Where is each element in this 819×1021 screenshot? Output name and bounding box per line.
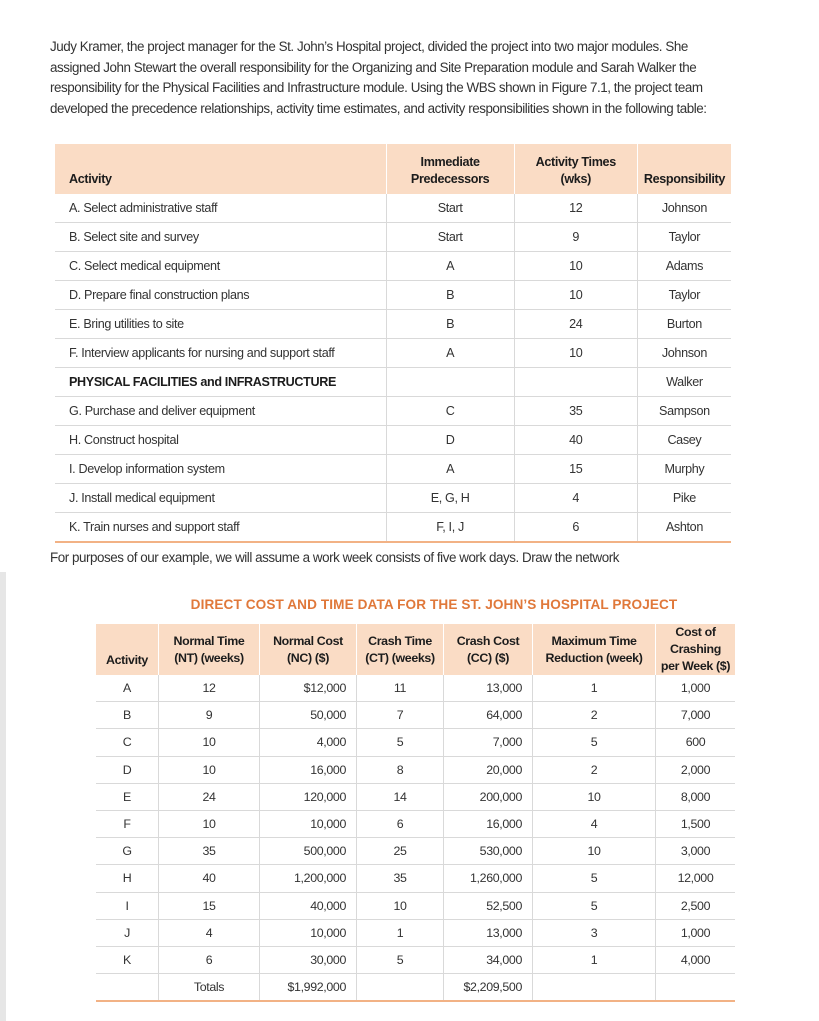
cost-cell-max: 10	[533, 838, 656, 865]
cost-cell-cc: 34,000	[444, 946, 533, 973]
activity-row	[55, 281, 731, 310]
activity-name: F. Interview applicants for nursing and support staff	[55, 339, 386, 368]
activity-row	[55, 455, 731, 484]
activity-responsibility: Adams	[637, 252, 731, 281]
left-edge-strip	[0, 572, 6, 1021]
totals-row	[96, 974, 735, 1002]
cost-cell-cost: 600	[656, 729, 736, 756]
cost-cell-nc: 4,000	[260, 729, 357, 756]
activity-name: C. Select medical equipment	[55, 252, 386, 281]
cost-cell-max: 5	[533, 729, 656, 756]
activity-name: K. Train nurses and support staff	[55, 513, 386, 543]
activity-predecessors: B	[386, 310, 514, 339]
cost-cell-nc: 50,000	[260, 702, 357, 729]
cost-cell-ct: 1	[357, 919, 444, 946]
cost-cell-activity: J	[96, 919, 159, 946]
cost-cell-activity: F	[96, 810, 159, 837]
activity-responsibility: Murphy	[637, 455, 731, 484]
activity-responsibility: Casey	[637, 426, 731, 455]
activity-row	[55, 426, 731, 455]
cost-header-line1: Normal Time	[173, 633, 245, 648]
cost-header-line1: Cost of Crashing	[670, 625, 721, 656]
cost-cell-nt: 9	[159, 702, 260, 729]
cost-cell-max: 2	[533, 756, 656, 783]
cost-cell-nt: 12	[159, 675, 260, 702]
activity-predecessors: A	[386, 455, 514, 484]
header-predecessors-line2: Predecessors	[410, 172, 490, 186]
cost-cell-cc: 7,000	[444, 729, 533, 756]
cost-header-cell	[159, 624, 260, 675]
cost-cell-cost: 1,000	[656, 919, 736, 946]
activity-predecessors: D	[386, 426, 514, 455]
cost-cell-ct: 10	[357, 892, 444, 919]
cost-header-line2: (CT) (weeks)	[365, 650, 435, 665]
cost-header-line1: Crash Cost	[456, 633, 520, 648]
cost-cell-nc: 40,000	[260, 892, 357, 919]
cost-cell-cc: 20,000	[444, 756, 533, 783]
activity-table-header	[55, 144, 731, 194]
cost-header-line2: Activity	[106, 653, 148, 667]
cost-cell-nt: 6	[159, 946, 260, 973]
activity-row	[55, 513, 731, 543]
activity-name: J. Install medical equipment	[55, 484, 386, 513]
cost-row	[96, 810, 735, 837]
cost-cell-cc: 64,000	[444, 702, 533, 729]
cost-row	[96, 702, 735, 729]
totals-empty-cell	[357, 974, 444, 1002]
cost-cell-nt: 15	[159, 892, 260, 919]
header-predecessors-line1: Immediate	[420, 155, 480, 169]
cost-cell-cc: 530,000	[444, 838, 533, 865]
cost-cell-cost: 4,000	[656, 946, 736, 973]
activity-time: 10	[514, 252, 637, 281]
header-predecessors	[386, 144, 514, 194]
cost-cell-max: 1	[533, 946, 656, 973]
cost-header-line2: (CC) ($)	[467, 650, 509, 665]
cost-cell-nt: 10	[159, 756, 260, 783]
cost-cell-nc: $12,000	[260, 675, 357, 702]
cost-header-cell	[260, 624, 357, 675]
activity-row	[55, 368, 731, 397]
cost-cell-nt: 10	[159, 810, 260, 837]
cost-row	[96, 729, 735, 756]
cost-row	[96, 756, 735, 783]
activity-name: D. Prepare final construction plans	[55, 281, 386, 310]
cost-cell-nc: 120,000	[260, 783, 357, 810]
activity-name: H. Construct hospital	[55, 426, 386, 455]
activity-responsibility: Walker	[637, 368, 731, 397]
cost-cell-nc: 10,000	[260, 810, 357, 837]
note-text: For purposes of our example, we will assume a work week consists of five work days. Draw the network	[50, 550, 619, 565]
activity-responsibility: Johnson	[637, 194, 731, 223]
cost-cell-max: 4	[533, 810, 656, 837]
cost-header-cell	[656, 624, 736, 675]
cost-cell-cost: 1,000	[656, 675, 736, 702]
cost-cell-ct: 7	[357, 702, 444, 729]
cost-table	[96, 624, 735, 1002]
activity-time: 12	[514, 194, 637, 223]
cost-row	[96, 675, 735, 702]
cost-header-cell	[96, 624, 159, 675]
cost-cell-nt: 10	[159, 729, 260, 756]
cost-cell-cc: 1,260,000	[444, 865, 533, 892]
activity-predecessors	[386, 368, 514, 397]
totals-empty-cell	[533, 974, 656, 1002]
cost-cell-activity: G	[96, 838, 159, 865]
activity-predecessors: F, I, J	[386, 513, 514, 543]
cost-header-line2: per Week ($)	[660, 659, 731, 673]
cost-cell-ct: 8	[357, 756, 444, 783]
cost-cell-ct: 14	[357, 783, 444, 810]
activity-responsibility: Johnson	[637, 339, 731, 368]
cost-row	[96, 919, 735, 946]
cost-table-body	[96, 675, 735, 1001]
activity-predecessors: C	[386, 397, 514, 426]
cost-cell-nt: 4	[159, 919, 260, 946]
activity-row	[55, 339, 731, 368]
totals-empty-cell	[96, 974, 159, 1002]
cost-cell-cc: 13,000	[444, 675, 533, 702]
cost-cell-cost: 2,500	[656, 892, 736, 919]
cost-row	[96, 946, 735, 973]
cost-cell-max: 2	[533, 702, 656, 729]
activity-time: 6	[514, 513, 637, 543]
cost-cell-nc: 10,000	[260, 919, 357, 946]
header-times-line1: Activity Times	[535, 155, 616, 169]
activity-row	[55, 310, 731, 339]
activity-responsibility: Ashton	[637, 513, 731, 543]
cost-cell-activity: H	[96, 865, 159, 892]
activity-predecessors: B	[386, 281, 514, 310]
cost-header-cell	[444, 624, 533, 675]
cost-cell-ct: 6	[357, 810, 444, 837]
intro-paragraph: Judy Kramer, the project manager for the St. John’s Hospital project, divided the project into two major modules. She assigned John Stewart the overall responsibility for the Organizing and Site Preparation module and Sarah Walker the responsibility for the Physical Facilities and Infrastructure module. Using the WBS shown in Figure 7.1, the project team developed the precedence relationships, activity time estimates, and activity responsibilities shown in the following table:	[50, 39, 707, 116]
cost-cell-max: 3	[533, 919, 656, 946]
activity-time: 10	[514, 281, 637, 310]
cost-cell-cost: 3,000	[656, 838, 736, 865]
header-activity-times	[514, 144, 637, 194]
activity-table	[55, 144, 731, 543]
activity-time: 24	[514, 310, 637, 339]
cost-cell-cost: 12,000	[656, 865, 736, 892]
activity-time: 40	[514, 426, 637, 455]
cost-cell-max: 5	[533, 865, 656, 892]
cost-cell-activity: I	[96, 892, 159, 919]
totals-empty-cell	[656, 974, 736, 1002]
cost-cell-ct: 35	[357, 865, 444, 892]
cost-row	[96, 783, 735, 810]
activity-row	[55, 397, 731, 426]
cost-table-title: DIRECT COST AND TIME DATA FOR THE ST. JOHN’S HOSPITAL PROJECT	[190, 597, 678, 612]
cost-cell-activity: K	[96, 946, 159, 973]
cost-cell-ct: 5	[357, 946, 444, 973]
cost-cell-activity: A	[96, 675, 159, 702]
activity-name: B. Select site and survey	[55, 223, 386, 252]
cost-header-cell	[533, 624, 656, 675]
totals-value: $1,992,000	[260, 974, 357, 1002]
activity-predecessors: Start	[386, 194, 514, 223]
cost-cell-nc: 500,000	[260, 838, 357, 865]
cost-row	[96, 892, 735, 919]
cost-table-header	[96, 624, 735, 675]
cost-cell-activity: B	[96, 702, 159, 729]
header-responsibility: Responsibility	[637, 144, 731, 194]
cost-header-line1: Crash Time	[368, 633, 432, 648]
cost-cell-nc: 16,000	[260, 756, 357, 783]
activity-name: A. Select administrative staff	[55, 194, 386, 223]
cost-header-line2: Reduction (week)	[545, 650, 643, 665]
cost-header-line2: (NC) ($)	[287, 650, 329, 665]
cost-cell-cc: 200,000	[444, 783, 533, 810]
activity-responsibility: Taylor	[637, 281, 731, 310]
activity-predecessors: A	[386, 252, 514, 281]
cost-cell-max: 5	[533, 892, 656, 919]
cost-header-line2: (NT) (weeks)	[174, 650, 244, 665]
activity-name: PHYSICAL FACILITIES and INFRASTRUCTURE	[55, 368, 386, 397]
cost-cell-activity: E	[96, 783, 159, 810]
activity-responsibility: Sampson	[637, 397, 731, 426]
cost-cell-max: 10	[533, 783, 656, 810]
cost-cell-cost: 7,000	[656, 702, 736, 729]
activity-table-body	[55, 194, 731, 542]
totals-value: $2,209,500	[444, 974, 533, 1002]
cost-cell-cc: 16,000	[444, 810, 533, 837]
activity-row	[55, 484, 731, 513]
cost-row	[96, 865, 735, 892]
activity-time: 4	[514, 484, 637, 513]
cost-cell-cost: 2,000	[656, 756, 736, 783]
activity-predecessors: E, G, H	[386, 484, 514, 513]
activity-time: 15	[514, 455, 637, 484]
cost-cell-cost: 1,500	[656, 810, 736, 837]
activity-time: 10	[514, 339, 637, 368]
activity-responsibility: Pike	[637, 484, 731, 513]
cost-cell-cc: 13,000	[444, 919, 533, 946]
cost-cell-ct: 5	[357, 729, 444, 756]
cost-cell-nc: 30,000	[260, 946, 357, 973]
activity-row	[55, 252, 731, 281]
cost-cell-nt: 40	[159, 865, 260, 892]
cost-header-line1: Maximum Time	[551, 633, 637, 648]
cost-cell-nt: 35	[159, 838, 260, 865]
activity-row	[55, 223, 731, 252]
cost-cell-activity: C	[96, 729, 159, 756]
activity-name: E. Bring utilities to site	[55, 310, 386, 339]
activity-responsibility: Burton	[637, 310, 731, 339]
header-times-line2: (wks)	[560, 172, 591, 186]
activity-time: 9	[514, 223, 637, 252]
activity-row	[55, 194, 731, 223]
cost-cell-cost: 8,000	[656, 783, 736, 810]
cost-cell-ct: 11	[357, 675, 444, 702]
cost-cell-nc: 1,200,000	[260, 865, 357, 892]
activity-predecessors: A	[386, 339, 514, 368]
cost-cell-activity: D	[96, 756, 159, 783]
cost-cell-max: 1	[533, 675, 656, 702]
cost-header-line1: Normal Cost	[273, 633, 343, 648]
activity-time	[514, 368, 637, 397]
activity-name: I. Develop information system	[55, 455, 386, 484]
activity-predecessors: Start	[386, 223, 514, 252]
cost-cell-ct: 25	[357, 838, 444, 865]
activity-time: 35	[514, 397, 637, 426]
totals-label: Totals	[159, 974, 260, 1002]
activity-name: G. Purchase and deliver equipment	[55, 397, 386, 426]
cost-cell-cc: 52,500	[444, 892, 533, 919]
cost-header-cell	[357, 624, 444, 675]
cost-cell-nt: 24	[159, 783, 260, 810]
activity-responsibility: Taylor	[637, 223, 731, 252]
cost-row	[96, 838, 735, 865]
header-activity: Activity	[69, 172, 112, 186]
